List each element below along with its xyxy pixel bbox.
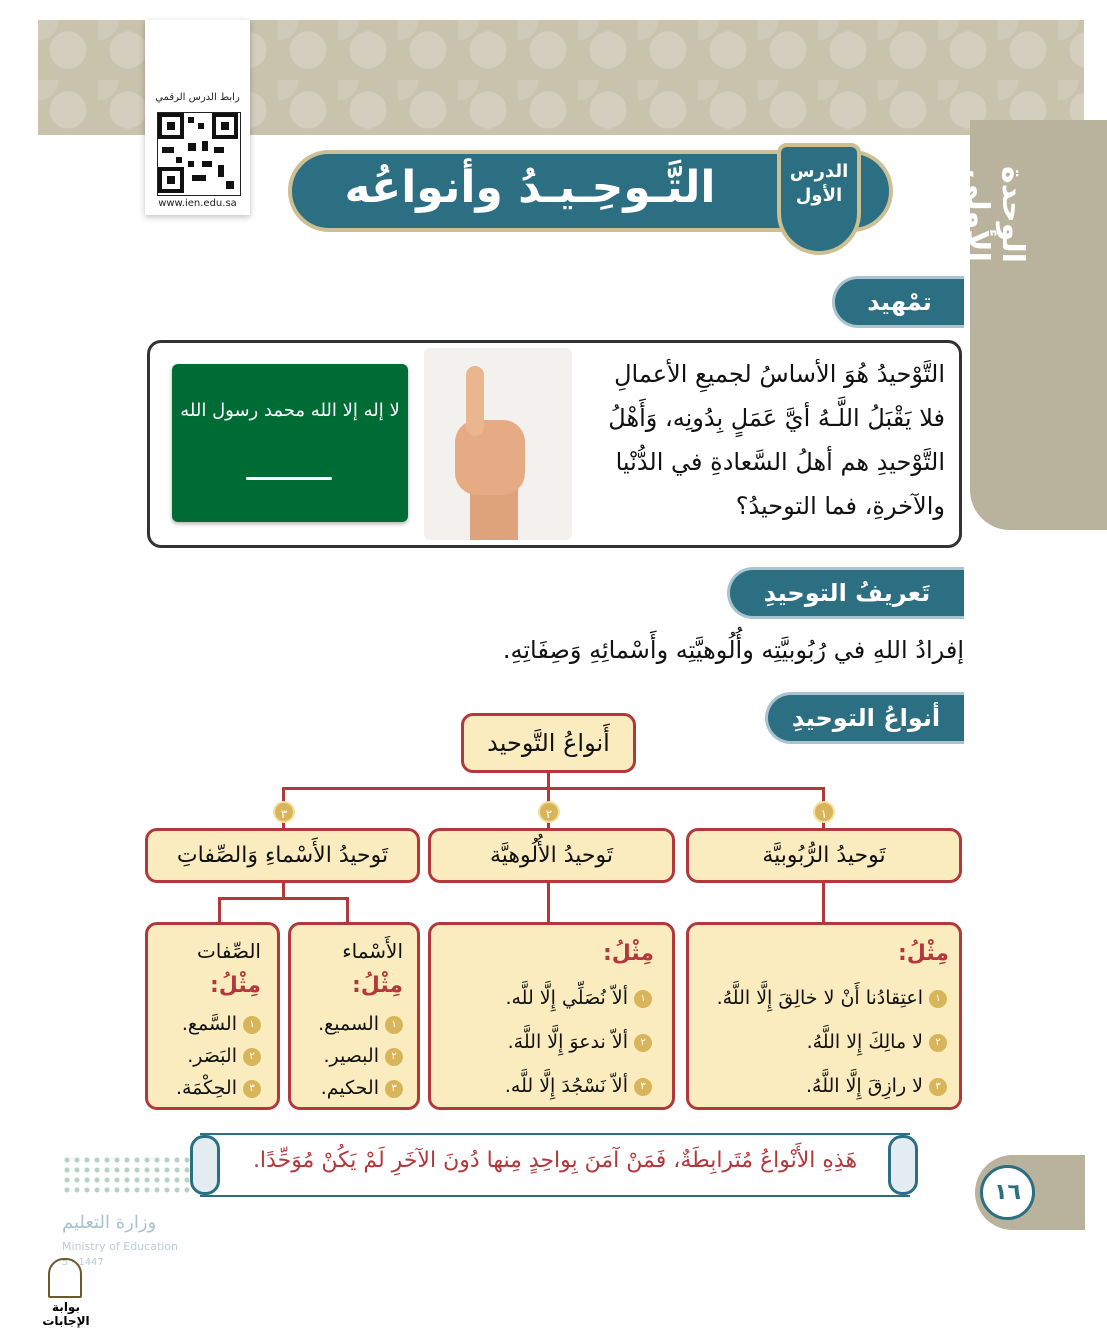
example-number: ٣ — [929, 1078, 947, 1096]
type-number-2: ٢ — [538, 801, 560, 823]
hand-fist — [455, 420, 525, 495]
tree-connector — [346, 897, 349, 922]
page-number: ١٦ — [980, 1165, 1035, 1220]
section-tab-definition: تَعريفُ التوحيدِ — [727, 567, 964, 619]
list-item: ٣الحِكْمَة. — [176, 1077, 261, 1099]
example-number: ٢ — [929, 1034, 947, 1052]
section-tab-intro: تمْهيد — [832, 276, 964, 328]
example-number: ١ — [929, 990, 947, 1008]
tree-connector — [218, 897, 348, 900]
type-uluhiyya-box: تَوحيدُ الأُلُوهيَّة — [428, 828, 675, 883]
flag-sword-icon — [246, 477, 332, 480]
gate-logo-icon — [48, 1258, 82, 1298]
lesson-title: التَّـوحِـيـدُ وأنواعُه — [344, 162, 716, 213]
brand-label: بوابة الإجابات — [42, 1300, 90, 1328]
lesson-badge-line1: الدرس — [789, 161, 849, 182]
tree-connector — [218, 897, 221, 922]
qr-url[interactable]: www.ien.edu.sa — [158, 198, 237, 209]
intro-text: التَّوْحيدُ هُوَ الأساسُ لجميعِ الأعمالِ فلا يَقْبَلُ اللَّـهُ أيَّ عَمَلٍ بِدُونِه، وَأَهْلُ التَّوْحيدِ هم أهلُ السَّعادةِ في الدُّنْيا والآخرةِ، فما التوحيدُ؟ — [608, 360, 945, 520]
example-number: ١ — [634, 990, 652, 1008]
example-number: ١ — [385, 1016, 403, 1034]
list-item: ٣ألاّ نَسْجُدَ إِلَّا للَّه. — [505, 1075, 652, 1097]
qr-code-icon[interactable] — [157, 112, 241, 196]
tree-connector — [822, 883, 825, 922]
tree-root-box: أَنواعُ التَّوحيد — [461, 713, 636, 773]
example-label: مِثْلُ: — [602, 941, 654, 966]
definition-text: إفرادُ اللهِ في رُبُوبيَّتِه وأُلُوهيَّتِه وأَسْمائِهِ وَصِفَاتِهِ. — [502, 636, 964, 664]
example-label: مِثْلُ: — [897, 941, 949, 966]
rububiyya-examples-box — [686, 922, 962, 1110]
list-item: ١اعتِقادُنا أَنْ لا خالِقَ إِلَّا اللَّهُ. — [717, 987, 947, 1009]
ministry-logo-dots-icon — [62, 1155, 192, 1195]
type-rububiyya-box: تَوحيدُ الرُّبُوبيَّة — [686, 828, 962, 883]
names-heading: الأَسْماء — [342, 939, 403, 963]
example-label: مِثْلُ: — [351, 973, 403, 998]
list-item: ٣الحكيم. — [321, 1077, 403, 1099]
qr-card[interactable] — [145, 20, 250, 215]
list-item: ٢البَصَر. — [187, 1045, 261, 1067]
list-item: ٢البصير. — [323, 1045, 403, 1067]
note-text: هَذِهِ الأَنْواعُ مُتَرابِطَةٌ، فَمَنْ آمَنَ بِواحِدٍ مِنها دُونَ الآخَرِ لَمْ يَكُنْ مُوَحِّدًا. — [252, 1148, 858, 1173]
tree-connector — [282, 787, 824, 790]
example-number: ٢ — [634, 1034, 652, 1052]
list-item: ١ألاّ نُصَلِّي إِلَّا للَّه. — [505, 987, 652, 1009]
example-number: ٢ — [385, 1048, 403, 1066]
type-number-1: ١ — [813, 801, 835, 823]
ministry-name-en: Ministry of Education — [62, 1240, 179, 1253]
flag-shahada-script: لا إله إلا الله محمد رسول الله — [180, 400, 400, 421]
tree-connector — [547, 883, 550, 922]
attributes-heading: الصِّفات — [196, 939, 261, 963]
uluhiyya-examples-box — [428, 922, 675, 1110]
list-item: ٢لا مالِكَ إِلا اللَّهُ. — [807, 1031, 947, 1053]
saudi-flag-image — [172, 364, 408, 522]
unit-title: الوحدة الأولى — [960, 166, 1030, 264]
list-item: ٢ألاّ ندعوَ إِلَّا اللَّهَ. — [508, 1031, 652, 1053]
names-examples-box — [288, 922, 420, 1110]
hand-index-finger — [466, 366, 484, 436]
ministry-year: 5 - 1447 — [62, 1257, 104, 1268]
example-number: ٢ — [243, 1048, 261, 1066]
example-number: ١ — [243, 1016, 261, 1034]
type-names-attributes-box: تَوحيدُ الأَسْماءِ وَالصِّفاتِ — [145, 828, 420, 883]
attributes-examples-box — [145, 922, 280, 1110]
section-tab-types: أنواعُ التوحيدِ — [765, 692, 964, 744]
list-item: ٣لا رازِقَ إِلَّا اللَّهُ. — [806, 1075, 947, 1097]
example-label: مِثْلُ: — [209, 973, 261, 998]
qr-label: رابط الدرس الرقمي — [155, 92, 240, 103]
ministry-name-ar: وزارة التعليم — [62, 1212, 157, 1233]
lesson-badge-text — [783, 160, 855, 208]
list-item: ١السميع. — [318, 1013, 403, 1035]
example-number: ٣ — [634, 1078, 652, 1096]
lesson-badge-line2: الأول — [795, 185, 843, 206]
example-number: ٣ — [243, 1080, 261, 1098]
type-number-3: ٣ — [273, 801, 295, 823]
list-item: ١السَّمع. — [182, 1013, 261, 1035]
example-number: ٣ — [385, 1080, 403, 1098]
